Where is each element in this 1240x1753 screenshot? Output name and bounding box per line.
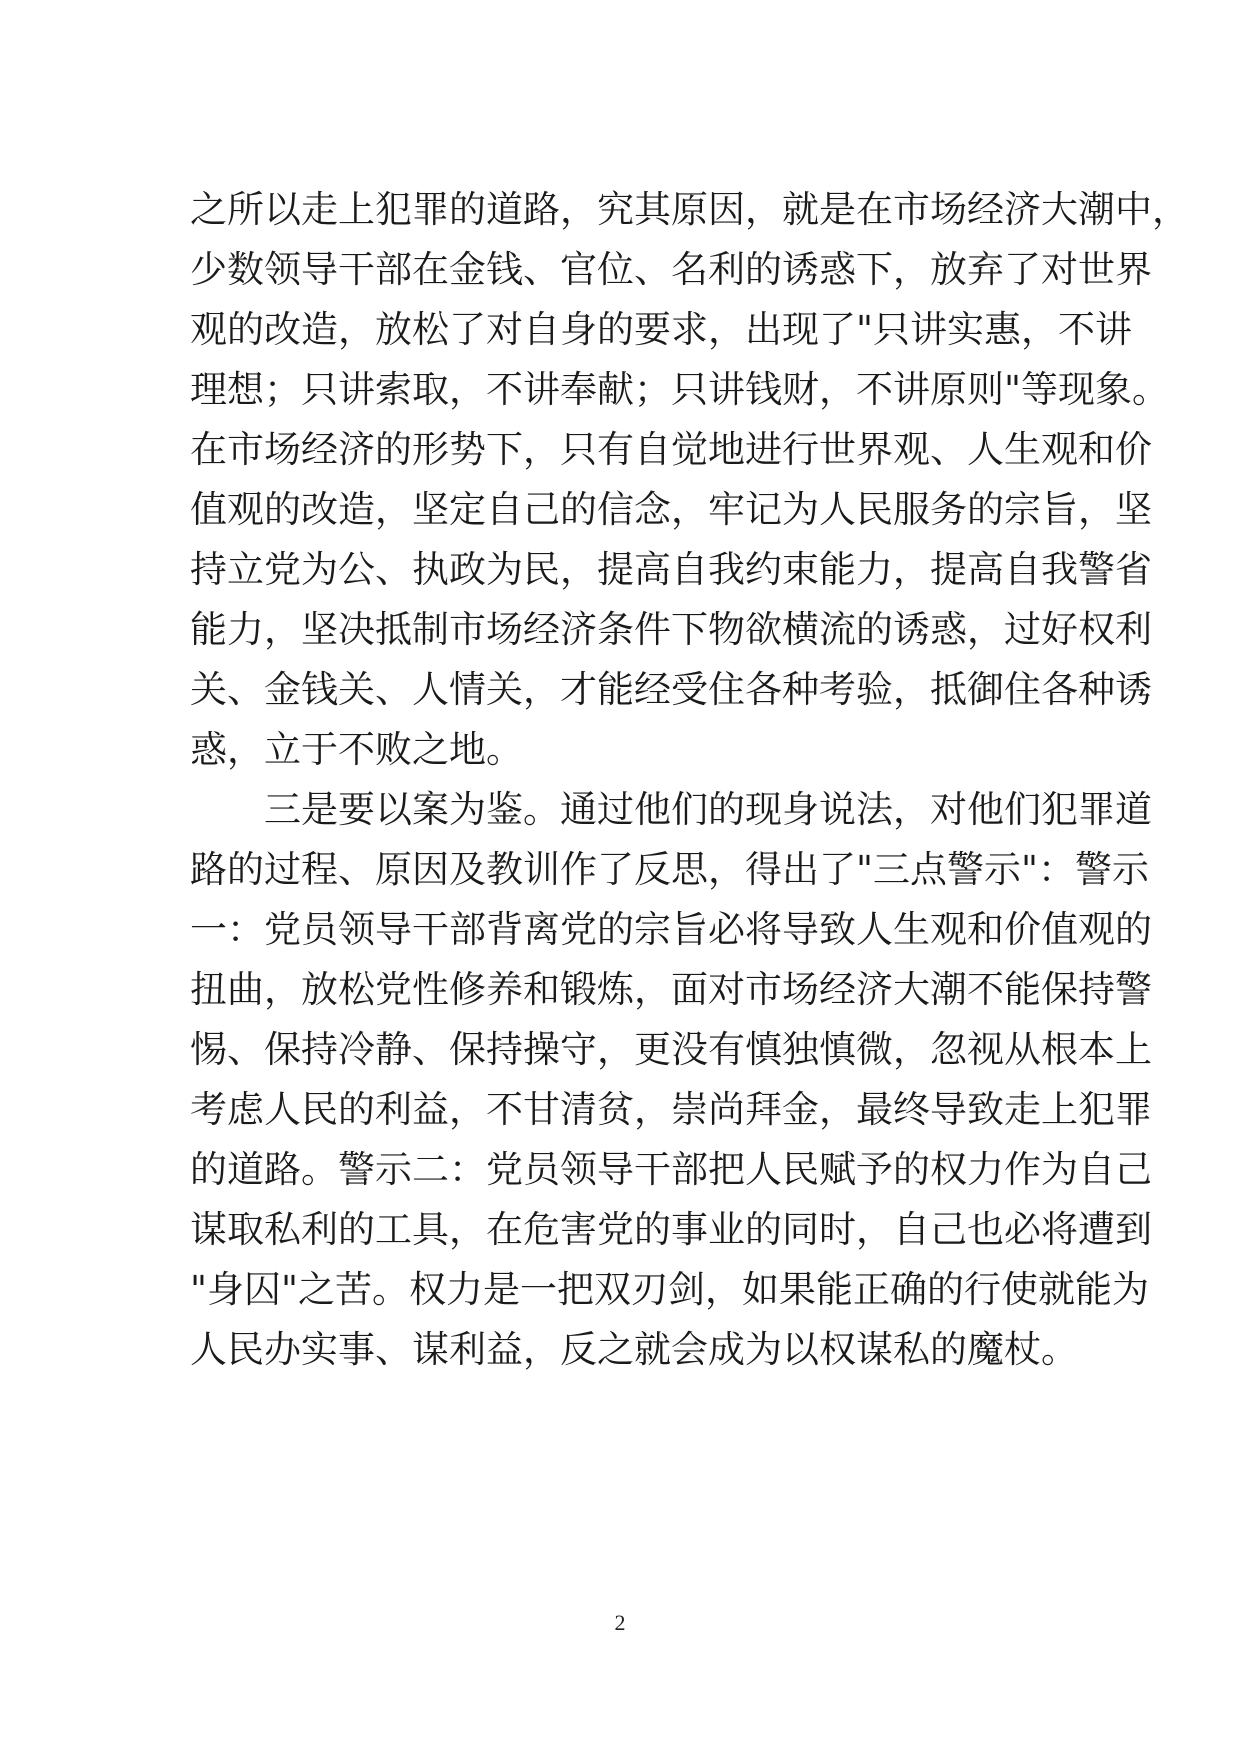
text-line: 考虑人民的利益，不甘清贫，崇尚拜金，最终导致走上犯罪	[190, 1088, 1152, 1131]
text-line: 理想；只讲索取，不讲奉献；只讲钱财，不讲原则"等现象。	[190, 368, 1170, 411]
text-line: "身囚"之苦。权力是一把双刃剑，如果能正确的行使就能为	[190, 1268, 1150, 1311]
text-line: 持立党为公、执政为民，提高自我约束能力，提高自我警省	[190, 548, 1152, 591]
text-line: 之所以走上犯罪的道路，究其原因，就是在市场经济大潮中，	[190, 188, 1189, 231]
text-line: 在市场经济的形势下，只有自觉地进行世界观、人生观和价	[190, 428, 1152, 471]
text-line: 关、金钱关、人情关，才能经受住各种考验，抵御住各种诱	[190, 668, 1152, 711]
text-line: 谋取私利的工具，在危害党的事业的同时，自己也必将遭到	[190, 1208, 1152, 1251]
paragraph-2	[190, 780, 1152, 1380]
page-number: 2	[614, 1610, 626, 1635]
text-line: 少数领导干部在金钱、官位、名利的诱惑下，放弃了对世界	[190, 248, 1152, 291]
text-line: 观的改造，放松了对自身的要求，出现了"只讲实惠，不讲	[190, 308, 1133, 351]
text-line: 一：党员领导干部背离党的宗旨必将导致人生观和价值观的	[190, 908, 1152, 951]
text-line: 三是要以案为鉴。通过他们的现身说法，对他们犯罪道	[264, 788, 1152, 831]
text-line: 惑，立于不败之地。	[190, 728, 523, 771]
text-line: 人民办实事、谋利益，反之就会成为以权谋私的魔杖。	[190, 1328, 1078, 1371]
text-line: 能力，坚决抵制市场经济条件下物欲横流的诱惑，过好权利	[190, 608, 1152, 651]
document-body	[190, 180, 1189, 1380]
paragraph-1	[190, 180, 1189, 780]
text-line: 路的过程、原因及教训作了反思，得出了"三点警示"：警示	[190, 848, 1150, 891]
text-line: 的道路。警示二：党员领导干部把人民赋予的权力作为自己	[190, 1148, 1152, 1191]
text-line: 值观的改造，坚定自己的信念，牢记为人民服务的宗旨，坚	[190, 488, 1152, 531]
text-line: 扭曲，放松党性修养和锻炼，面对市场经济大潮不能保持警	[190, 968, 1152, 1011]
text-line: 惕、保持冷静、保持操守，更没有慎独慎微，忽视从根本上	[190, 1028, 1152, 1071]
